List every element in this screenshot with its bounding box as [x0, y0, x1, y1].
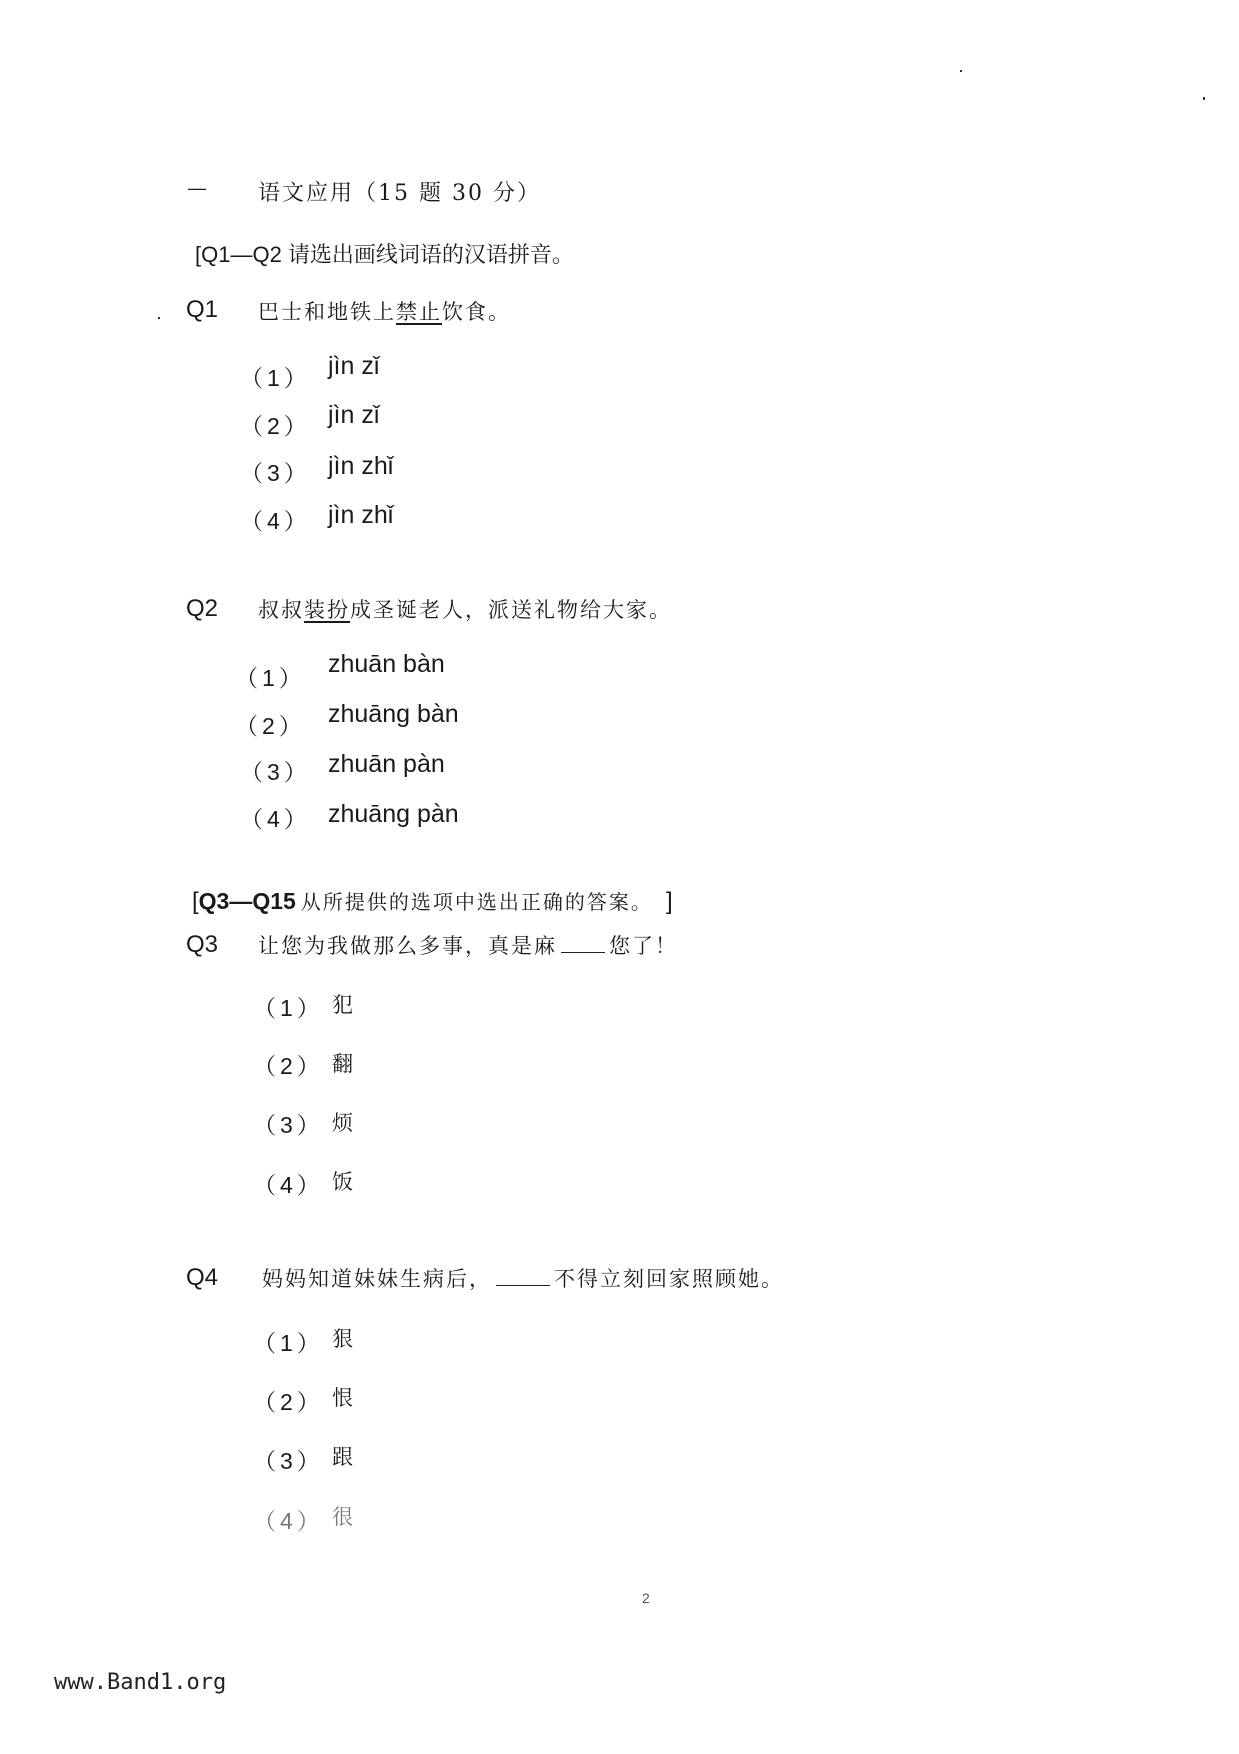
option-number: （2） [253, 1053, 324, 1079]
option-number: （2） [235, 713, 306, 739]
scan-speck [960, 70, 962, 72]
option-number: （4） [240, 806, 311, 832]
option-number: （4） [253, 1172, 324, 1198]
question-number: Q2 [186, 595, 219, 622]
instruction-q1-q2: [Q1—Q2 请选出画线词语的汉语拼音。 [195, 242, 574, 267]
fill-in-blank [561, 934, 605, 953]
option-number: （1） [253, 1330, 324, 1356]
question-number: Q1 [186, 296, 219, 323]
option-number: （3） [253, 1448, 324, 1474]
option-text: jìn zhǐ [328, 501, 394, 529]
question-stem: 妈妈知道妹妹生病后， 不得立刻回家照顾她。 [262, 1267, 784, 1291]
underlined-word: 禁止 [396, 300, 442, 324]
option-text: jìn zǐ [328, 352, 380, 380]
section-heading: 语文应用（15 题 30 分） [258, 181, 541, 206]
option-number: （4） [253, 1508, 324, 1534]
option-number: （2） [240, 413, 311, 439]
underlined-word: 装扮 [304, 598, 350, 622]
option-text: zhuān bàn [328, 650, 445, 678]
option-text: zhuāng bàn [328, 700, 459, 728]
scan-speck [158, 317, 160, 319]
option-text: zhuān pàn [328, 750, 445, 778]
instruction-q3-q15: [Q3—Q15 从所提供的选项中选出正确的答案。 ] [192, 888, 673, 915]
option-number: （2） [253, 1389, 324, 1415]
option-text: 饭 [332, 1170, 353, 1194]
option-number: （1） [240, 365, 311, 391]
option-text: 犯 [332, 993, 353, 1017]
option-text: zhuāng pàn [328, 800, 459, 828]
option-text: jìn zǐ [328, 401, 380, 429]
option-text: 狠 [332, 1327, 353, 1351]
question-stem: 巴士和地铁上禁止饮食。 [258, 300, 511, 324]
footer-url: www.Band1.org [54, 1670, 227, 1695]
option-text: 翻 [332, 1052, 353, 1076]
question-number: Q4 [186, 1264, 219, 1291]
question-number: Q3 [186, 931, 219, 958]
option-number: （3） [240, 759, 311, 785]
option-text: 跟 [332, 1445, 353, 1469]
option-number: （3） [240, 460, 311, 486]
option-text: 恨 [332, 1386, 353, 1410]
scan-speck [1203, 97, 1205, 100]
option-text: jìn zhǐ [328, 452, 394, 480]
section-dash: — [188, 178, 206, 198]
option-number: （4） [240, 508, 311, 534]
option-number: （3） [253, 1112, 324, 1138]
option-text: 烦 [332, 1111, 353, 1135]
option-number: （1） [253, 995, 324, 1021]
page-number: 2 [642, 1590, 650, 1606]
option-number: （1） [235, 665, 306, 691]
fill-in-blank [496, 1267, 550, 1286]
option-text: 很 [332, 1505, 353, 1529]
question-stem: 叔叔装扮成圣诞老人，派送礼物给大家。 [258, 598, 672, 622]
question-stem: 让您为我做那么多事，真是麻 您了！ [258, 934, 678, 958]
